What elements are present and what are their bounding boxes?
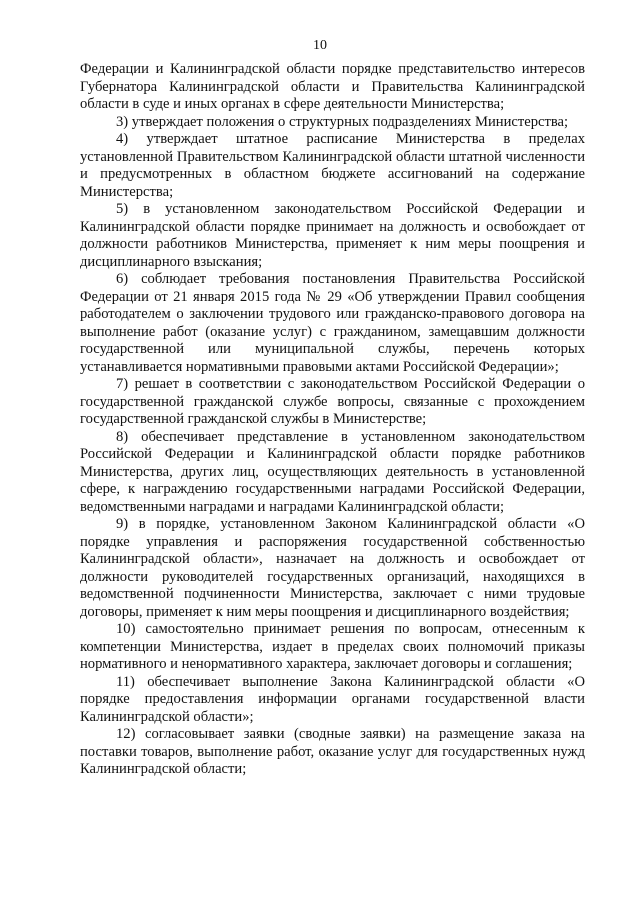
paragraph-item-12: 12) согласовывает заявки (сводные заявки) на размещение заказа на поставки товаров, выполнение работ, оказание услуг для государственных нужд Калининградской области; xyxy=(80,726,585,777)
paragraph-continuation: Федерации и Калининградской области порядке представительство интересов Губернатора Калининградской области и Правительства Калининградской области в суде и иных органах в сфере деятельности Министерства; xyxy=(80,61,585,112)
document-body xyxy=(80,61,585,779)
paragraph-item-7: 7) решает в соответствии с законодательством Российской Федерации о государственной гражданской службе вопросы, связанные с прохождением государственной гражданской службы в Министерстве; xyxy=(80,376,585,427)
paragraph-item-6: 6) соблюдает требования постановления Правительства Российской Федерации от 21 января 2015 года № 29 «Об утверждении Правил сообщения работодателем о заключении трудового или гражданско-правового договора на выполнение работ (оказание услуг) с гражданином, замещавшим должности государственной или муниципальной службы, перечень которых устанавливается нормативными правовыми актами Российской Федерации»; xyxy=(80,271,585,375)
paragraph-item-11: 11) обеспечивает выполнение Закона Калининградской области «О порядке предоставления информации органами государственной власти Калининградской области»; xyxy=(80,673,585,725)
page-number: 10 xyxy=(313,38,327,53)
paragraph-item-3: 3) утверждает положения о структурных подразделениях Министерства; xyxy=(116,113,569,130)
paragraph-item-5: 5) в установленном законодательством Российской Федерации и Калининградской области порядке принимает на должность и освобождает от должности работников Министерства, применяет к ним меры поощрения и дисциплинарного взыскания; xyxy=(80,201,585,270)
paragraph-item-10: 10) самостоятельно принимает решения по вопросам, отнесенным к компетенции Министерства, издает в пределах своих полномочий приказы нормативного и ненормативного характера, заключает договоры и соглашения; xyxy=(80,621,585,672)
paragraph-item-4: 4) утверждает штатное расписание Министерства в пределах установленной Правительством Калининградской области штатной численности и предусмотренных в областном бюджете ассигнований на содержание Министерства; xyxy=(80,131,585,200)
paragraph-item-8: 8) обеспечивает представление в установленном законодательством Российской Федерации и Калининградской области порядке работников Министерства, других лиц, осуществляющих деятельность в установленной сфере, к награждению государственными наградами Российской Федерации, ведомственными наградами и наградами Калининградской области; xyxy=(80,428,585,515)
paragraph-item-9: 9) в порядке, установленном Законом Калининградской области «О порядке управления и распоряжения государственной собственностью Калининградской области», назначает на должность и освобождает от должности руководителей государственных организаций, находящихся в ведомственной подчиненности Министерства, заключает с ними трудовые договоры, применяет к ним меры поощрения и дисциплинарного воздействия; xyxy=(80,516,585,620)
